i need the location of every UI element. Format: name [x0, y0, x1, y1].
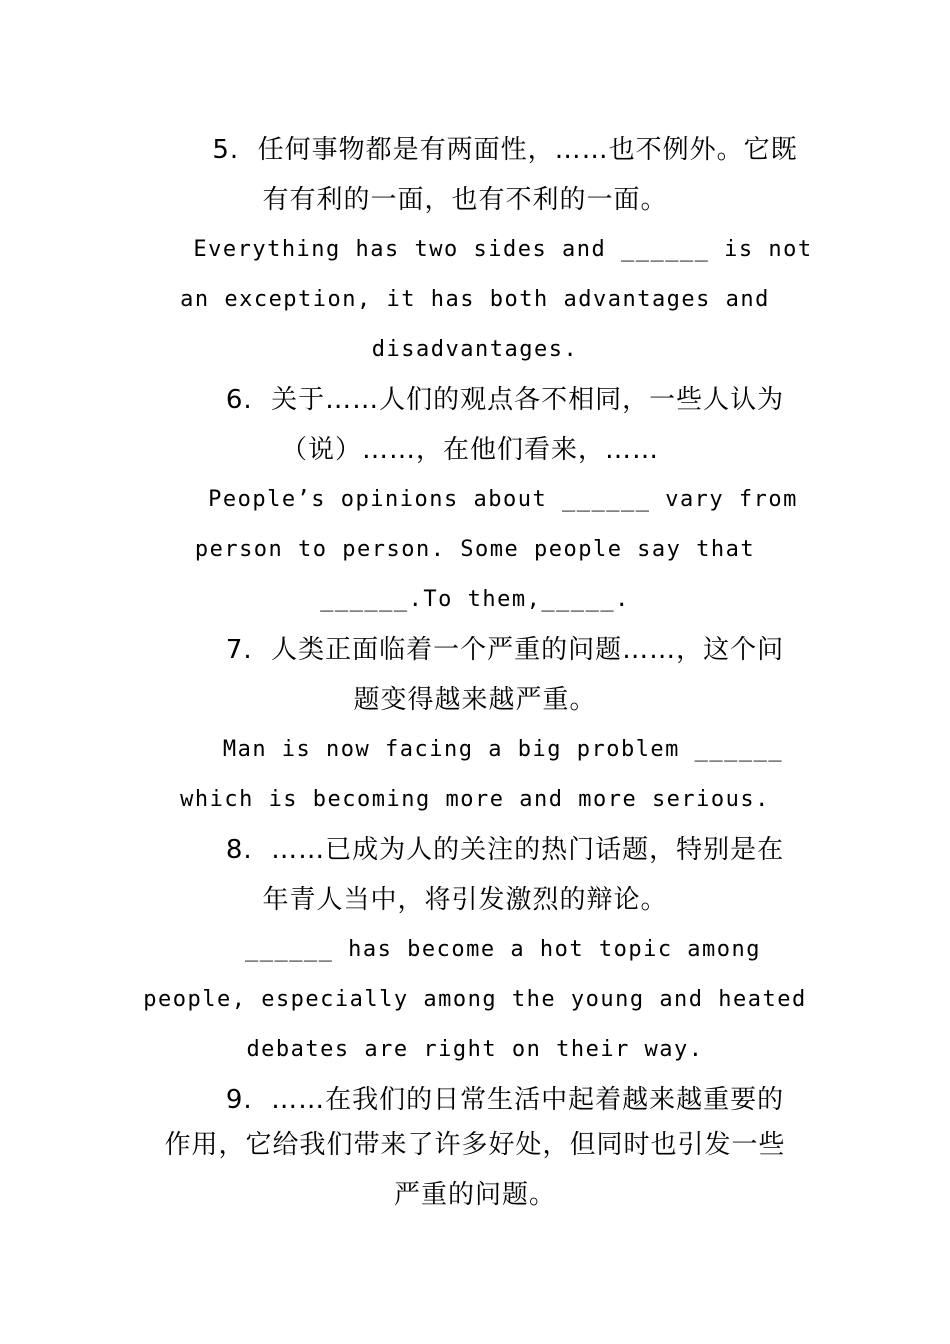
item-5-chinese-line-2: 有有利的一面，也有不利的一面。 [262, 185, 668, 215]
item-number: 7. [225, 635, 253, 665]
item-number: 8. [225, 835, 253, 865]
item-8-english-line-1: ______ has become a hot topic among [244, 937, 762, 962]
item-8-chinese-line-2: 年青人当中，将引发激烈的辩论。 [262, 885, 668, 915]
item-8-english-line-3: debates are right on their way. [246, 1037, 704, 1062]
item-5-english-line-1: Everything has two sides and ______ is not [193, 237, 813, 262]
item-7-english-line-1: Man is now facing a big problem ______ [222, 737, 784, 762]
item-6-english-line-1: People’s opinions about ______ vary from [208, 487, 798, 512]
item-6-chinese-line-2: （说）……，在他们看来，…… [280, 435, 659, 465]
item-number: 9. [225, 1085, 253, 1115]
item-6-english-line-3: ______.To them,_____. [320, 587, 630, 612]
item-6-english-line-2: person to person. Some people say that [194, 537, 756, 562]
item-7-chinese-line-1: 7. 人类正面临着一个严重的问题……，这个问 [225, 635, 785, 665]
item-5-english-line-3: disadvantages. [371, 337, 579, 362]
item-7-chinese-line-2: 题变得越来越严重。 [353, 685, 597, 715]
item-7-english-line-2: which is becoming more and more serious. [180, 787, 770, 812]
item-5-chinese-line-1: 5. 任何事物都是有两面性，……也不例外。它既 [212, 135, 798, 165]
item-6-chinese-line-1: 6. 关于……人们的观点各不相同，一些人认为 [225, 385, 785, 415]
item-8-english-line-2: people, especially among the young and heated [143, 987, 807, 1012]
item-9-chinese-line-1: 9. ……在我们的日常生活中起着越来越重要的 [225, 1085, 785, 1115]
item-8-chinese-line-1: 8. ……已成为人的关注的热门话题，特别是在 [225, 835, 785, 865]
item-9-chinese-line-2: 作用，它给我们带来了许多好处，但同时也引发一些 [164, 1130, 786, 1160]
item-9-chinese-line-3: 严重的问题。 [393, 1180, 556, 1210]
item-5-english-line-2: an exception, it has both advantages and [180, 287, 770, 312]
item-number: 5. [212, 135, 240, 165]
item-number: 6. [225, 385, 253, 415]
